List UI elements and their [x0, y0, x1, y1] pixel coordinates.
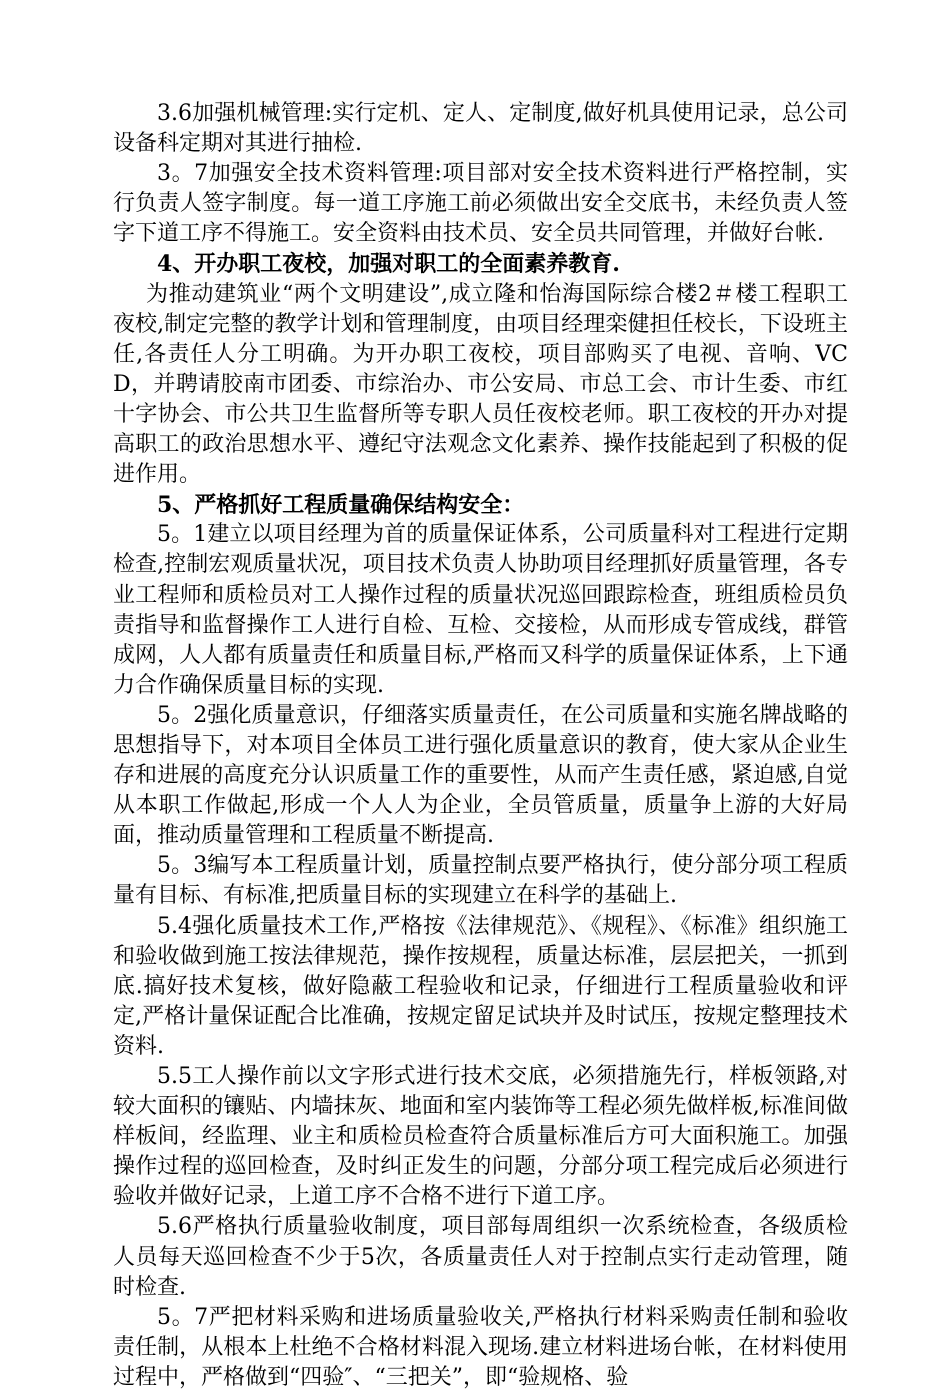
- paragraph-5-1: 5。1建立以项目经理为首的质量保证体系，公司质量科对工程进行定期检查,控制宏观质量状况，项目技术负责人协助项目经理抓好质量管理，各专业工程师和质检员对工人操作过程的质量状况巡回跟踪检查，班组质检员负责指导和监督操作工人进行自检、互检、交接检，从而形成专管成线，群管成网，人人都有质量责任和质量目标,严格而又科学的质量保证体系，上下通力合作确保质量目标的实现.: [113, 522, 848, 698]
- paragraph-5-2: 5。2强化质量意识，仔细落实质量责任，在公司质量和实施名牌战略的思想指导下，对本项目全体员工进行强化质量意识的教育，使大家从企业生存和进展的高度充分认识质量工作的重要性，从而产生责任感，紧迫感,自觉从本职工作做起,形成一个人人为企业，全员管质量，质量争上游的大好局面，推动质量管理和工程质量不断提高.: [113, 702, 848, 849]
- document-body: [113, 99, 848, 1393]
- paragraph-night-school: 为推动建筑业“两个文明建设”,成立隆和怡海国际综合楼2＃楼工程职工夜校,制定完整的教学计划和管理制度，由项目经理栾健担任校长，下设班主任,各责任人分工明确。为开办职工夜校，项目部购买了电视、音响、VCD，并聘请胶南市团委、市综治办、市公安局、市总工会、市计生委、市红十字协会、市公共卫生监督所等专职人员任夜校老师。职工夜校的开办对提高职工的政治思想水平、遵纪守法观念文化素养、操作技能起到了积极的促进作用。: [113, 281, 848, 488]
- paragraph-5-5: 5.5工人操作前以文字形式进行技术交底，必须措施先行，样板领路,对较大面积的镶贴、内墙抹灰、地面和室内装饰等工程必须先做样板,标准间做样板间，经监理、业主和质检员检查符合质量标准后方可大面积施工。加强操作过程的巡回检查，及时纠正发生的问题，分部分项工程完成后必须进行验收并做好记录，上道工序不合格不进行下道工序。: [113, 1064, 848, 1210]
- section-heading-4: 4、开办职工夜校，加强对职工的全面素养教育.: [157, 251, 620, 278]
- paragraph-5-7: 5。7严把材料采购和进场质量验收关,严格执行材料采购责任制和验收责任制，从根本上杜绝不合格材料混入现场.建立材料进场台帐，在材料使用过程中，严格做到“四验″、“三把关”，即“验规格、验: [113, 1304, 848, 1390]
- paragraph-5-3: 5。3编写本工程质量计划，质量控制点要严格执行，使分部分项工程质量有目标、有标准,把质量目标的实现建立在科学的基础上.: [113, 853, 848, 909]
- section-heading-5: 5、严格抓好工程质量确保结构安全：: [157, 492, 525, 519]
- paragraph-3-7: 3。7加强安全技术资料管理:项目部对安全技术资料进行严格控制，实行负责人签字制度。每一道工序施工前必须做出安全交底书，未经负责人签字下道工序不得施工。安全资料由技术员、安全员共同管理，并做好台帐.: [113, 161, 848, 247]
- paragraph-5-4: 5.4强化质量技术工作,严格按《法律规范》、《规程》、《标准》组织施工和验收做到施工按法律规范，操作按规程，质量达标准，层层把关，一抓到底.搞好技术复核，做好隐蔽工程验收和记录，仔细进行工程质量验收和评定,严格计量保证配合比准确，按规定留足试块并及时试压，按规定整理技术资料.: [113, 913, 848, 1059]
- paragraph-5-6: 5.6严格执行质量验收制度，项目部每周组织一次系统检查，各级质检人员每天巡回检查不少于5次，各质量责任人对于控制点实行走动管理，随时检查.: [113, 1214, 848, 1300]
- paragraph-3-6: 3.6加强机械管理:实行定机、定人、定制度,做好机具使用记录，总公司设备科定期对其进行抽检.: [113, 101, 848, 157]
